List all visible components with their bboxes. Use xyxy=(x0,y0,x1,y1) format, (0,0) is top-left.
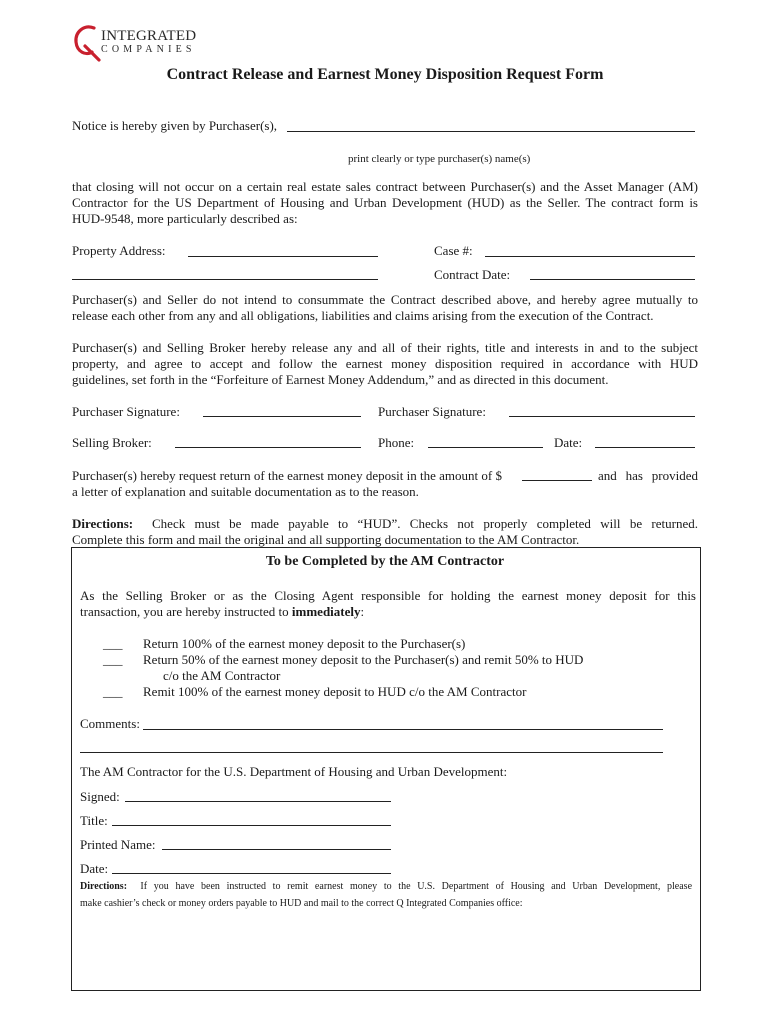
intro-paragraph: that closing will not occur on a certain real estate sales contract between Purchaser(s) and the Asset Manager (AM) Contractor for the US Department of Housing and Urban Development (HUD) as the Seller. The contract form is HUD-9548, more particularly described as: xyxy=(72,179,698,226)
option-text-1: Return 100% of the earnest money deposit to the Purchaser(s) xyxy=(143,636,466,651)
contract-date-label: Contract Date: xyxy=(434,267,511,282)
property-address-field[interactable] xyxy=(188,256,378,257)
purchaser-signature-field-2[interactable] xyxy=(509,416,695,417)
am-section-heading: To be Completed by the AM Contractor xyxy=(265,554,505,569)
case-number-field[interactable] xyxy=(485,256,695,257)
logo-text-companies: COMPANIES xyxy=(101,44,196,55)
title-field[interactable] xyxy=(112,825,391,826)
option-blank-3[interactable]: ___ xyxy=(103,684,123,699)
date-label: Date: xyxy=(554,435,583,450)
directions-label: Directions: xyxy=(72,516,134,531)
purchaser-name-field[interactable] xyxy=(287,131,695,132)
refund-request-line2: a letter of explanation and suitable documentation as to the reason. xyxy=(72,484,419,499)
printed-name-field[interactable] xyxy=(162,849,391,850)
printed-name-label: Printed Name: xyxy=(80,837,156,852)
refund-request-end: and has provided xyxy=(598,468,698,483)
date-field[interactable] xyxy=(595,447,695,448)
directions-line1: Check must be made payable to “HUD”. Checks not properly completed will be returned. xyxy=(152,516,698,531)
immediately-emphasis: immediately xyxy=(291,604,361,619)
refund-request-text: Purchaser(s) hereby request return of the earnest money deposit in the amount of $ xyxy=(72,468,502,483)
mutual-release-paragraph: Purchaser(s) and Seller do not intend to consummate the Contract described above, and hereby agree mutually to release each other from any and all obligations, liabilities and claims arising from the execution of the Contract. xyxy=(72,292,698,323)
broker-release-paragraph: Purchaser(s) and Selling Broker hereby release any and all of their rights, title and interests in and to the subject property, and agree to accept and follow the earnest money disposition required in accordance with HUD guidelines, set forth in the “Forfeiture of Earnest Money Addendum,” and as directed in this document. xyxy=(72,340,698,387)
title-label: Title: xyxy=(80,813,108,828)
option-text-2-cont: c/o the AM Contractor xyxy=(163,668,281,683)
purchaser-signature-field-1[interactable] xyxy=(203,416,361,417)
signed-label: Signed: xyxy=(80,789,120,804)
am-contractor-line: The AM Contractor for the U.S. Department of Housing and Urban Development: xyxy=(80,764,508,779)
form-title: Contract Release and Earnest Money Disposition Request Form xyxy=(166,66,604,83)
purchaser-signature-label-2: Purchaser Signature: xyxy=(378,404,486,419)
selling-broker-field[interactable] xyxy=(175,447,361,448)
contract-date-field[interactable] xyxy=(530,279,695,280)
option-blank-2[interactable]: ___ xyxy=(103,652,123,667)
option-text-3: Remit 100% of the earnest money deposit to HUD c/o the AM Contractor xyxy=(143,684,527,699)
selling-broker-label: Selling Broker: xyxy=(72,435,152,450)
am-date-field[interactable] xyxy=(112,873,391,874)
logo-text-integrated: INTEGRATED xyxy=(101,28,197,44)
am-directions-text: Directions: If you have been instructed to remit earnest money to the U.S. Department of Housing and Urban Development, please make cashier’s check or money orders payable to HUD and mail to the correct Q Integrated Companies office: xyxy=(80,881,693,909)
notice-label: Notice is hereby given by Purchaser(s), xyxy=(72,118,278,133)
phone-label: Phone: xyxy=(378,435,415,450)
am-instruction-paragraph: As the Selling Broker or as the Closing Agent responsible for holding the earnest money deposit for this transaction, you are hereby instructed to immediately: xyxy=(80,588,696,619)
comments-field-2[interactable] xyxy=(80,752,663,753)
signed-field[interactable] xyxy=(125,801,391,802)
option-text-2: Return 50% of the earnest money deposit to the Purchaser(s) and remit 50% to HUD xyxy=(143,652,584,667)
q-logo-icon xyxy=(72,22,104,62)
comments-field[interactable] xyxy=(143,729,663,730)
property-address-field-2[interactable] xyxy=(72,279,378,280)
purchaser-signature-label-1: Purchaser Signature: xyxy=(72,404,180,419)
property-address-label: Property Address: xyxy=(72,243,166,258)
directions-line2: Complete this form and mail the original and all supporting documentation to the AM Contractor. xyxy=(72,532,580,547)
purchaser-name-caption: print clearly or type purchaser(s) name(s) xyxy=(348,153,531,165)
case-number-label: Case #: xyxy=(434,243,473,258)
comments-label: Comments: xyxy=(80,716,140,731)
am-date-label: Date: xyxy=(80,861,109,876)
phone-field[interactable] xyxy=(428,447,543,448)
option-blank-1[interactable]: ___ xyxy=(103,636,123,651)
earnest-amount-field[interactable] xyxy=(522,480,592,481)
